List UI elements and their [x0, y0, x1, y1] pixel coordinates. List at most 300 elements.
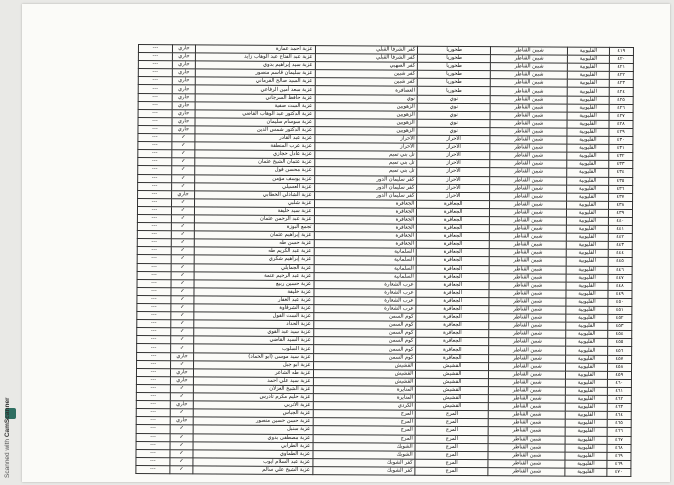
governorate-cell: القليوبية: [567, 120, 608, 128]
village-cell: الأحراز: [315, 135, 418, 144]
status-cell: جاري: [172, 77, 195, 85]
governorate-cell: القليوبية: [566, 266, 607, 274]
dash-cell: ---: [137, 336, 171, 344]
dash-cell: ---: [138, 53, 172, 61]
village-cell: الزهويين: [315, 127, 418, 136]
district-cell: شبين القناطر: [488, 459, 565, 468]
governorate-cell: القليوبية: [566, 290, 607, 298]
village-cell: المنايرة: [313, 386, 416, 395]
row-number-cell: ٤٤٣: [608, 242, 632, 250]
row-number-cell: ٤٣٠: [609, 136, 633, 144]
local-unit-cell: القشيش: [416, 394, 489, 403]
status-cell: ✓: [171, 207, 194, 215]
status-cell: جاري: [172, 109, 195, 117]
dash-cell: ---: [136, 433, 170, 441]
village-cell: الجعافرة: [314, 232, 417, 241]
dash-cell: ---: [136, 376, 170, 384]
governorate-cell: القليوبية: [568, 47, 609, 55]
village-cell: الجعافرة: [314, 207, 417, 216]
district-cell: شبين القناطر: [489, 249, 566, 258]
governorate-cell: القليوبية: [565, 436, 606, 444]
governorate-cell: القليوبية: [567, 233, 608, 241]
estate-name-cell: عزبة الدكتور شمس الدين: [195, 126, 315, 135]
row-number-cell: ٤٦٦: [607, 428, 631, 436]
local-unit-cell: القشيش: [416, 378, 489, 387]
governorate-cell: القليوبية: [566, 298, 607, 306]
dash-cell: ---: [137, 352, 171, 360]
row-number-cell: ٤٣١: [608, 145, 632, 153]
governorate-cell: القليوبية: [566, 330, 607, 338]
village-cell: المنايرة: [313, 394, 416, 403]
row-number-cell: ٤٤٨: [608, 282, 632, 290]
dash-cell: ---: [137, 206, 171, 214]
local-unit-cell: الجعافرة: [416, 321, 489, 330]
dash-cell: ---: [137, 295, 171, 303]
row-number-cell: ٤٦٨: [607, 444, 631, 452]
district-cell: شبين القناطر: [489, 354, 566, 363]
governorate-cell: القليوبية: [566, 355, 607, 363]
status-cell: ✓: [171, 328, 194, 336]
district-cell: شبين القناطر: [489, 273, 566, 282]
status-cell: ✓: [170, 385, 193, 393]
row-number-cell: ٤٣٤: [608, 169, 632, 177]
row-number-cell: ٤٦٩: [607, 460, 631, 468]
row-number-cell: ٤٤٥: [608, 258, 632, 266]
estate-name-cell: عزبة سوسام سليمان: [195, 118, 315, 127]
governorate-cell: القليوبية: [566, 371, 607, 379]
dash-cell: ---: [138, 61, 172, 69]
dash-cell: ---: [138, 150, 172, 158]
dash-cell: ---: [136, 457, 170, 465]
district-cell: شبين القناطر: [491, 47, 568, 56]
governorate-cell: القليوبية: [567, 104, 608, 112]
local-unit-cell: الأحراز: [417, 184, 490, 193]
estate-name-cell: عزبة الجمايلي: [194, 263, 314, 272]
dash-cell: ---: [136, 384, 170, 392]
local-unit-cell: القشيش: [416, 362, 489, 371]
local-unit-cell: الجعافرة: [417, 208, 490, 217]
row-number-cell: ٤٢٨: [609, 120, 633, 128]
village-cell: المرج: [313, 410, 416, 419]
status-cell: ✓: [171, 174, 194, 182]
row-number-cell: ٤٤٢: [608, 234, 632, 242]
status-cell: ✓: [171, 279, 194, 287]
estate-name-cell: عزبة الطرابي: [193, 441, 313, 450]
scanned-page: [22, 4, 670, 482]
district-cell: شبين القناطر: [489, 265, 566, 274]
district-cell: شبين القناطر: [488, 427, 565, 436]
village-cell: تل بني تميم: [314, 159, 417, 168]
dash-cell: ---: [137, 239, 171, 247]
camscanner-label: [4, 397, 11, 478]
status-cell: ✓: [171, 231, 194, 239]
row-number-cell: ٤٦١: [607, 387, 631, 395]
governorate-cell: القليوبية: [567, 258, 608, 266]
district-cell: شبين القناطر: [490, 79, 567, 88]
estate-name-cell: عزبة سعد أمين الرفاعي: [195, 85, 315, 94]
governorate-cell: القليوبية: [567, 160, 608, 168]
estate-name-cell: عزبة الدكتور عبد الوهاب القاضي: [195, 110, 315, 119]
row-number-cell: ٤٣٣: [608, 161, 632, 169]
estate-name-cell: عزبة العسيلي: [195, 182, 315, 191]
estate-name-cell: عزبة الحداد: [194, 320, 314, 329]
row-number-cell: ٤٦٩: [607, 452, 631, 460]
row-number-cell: ٤٥١: [607, 306, 631, 314]
village-cell: كفر الصهبي: [315, 62, 418, 71]
row-number-cell: ٤٢٠: [609, 55, 633, 63]
estate-name-cell: عزبة سيد علي أحمد: [194, 377, 314, 386]
district-cell: شبين القناطر: [489, 378, 566, 387]
village-cell: كفر الشوبك: [313, 458, 416, 467]
row-number-cell: ٤٦٢: [607, 395, 631, 403]
district-cell: شبين القناطر: [490, 111, 567, 120]
governorate-cell: القليوبية: [566, 403, 607, 411]
row-number-cell: ٤٤٤: [608, 250, 632, 258]
local-unit-cell: الأحراز: [417, 143, 490, 152]
governorate-cell: القليوبية: [566, 322, 607, 330]
status-cell: جاري: [172, 53, 195, 61]
governorate-cell: القليوبية: [565, 452, 606, 460]
row-number-cell: ٤٤٩: [608, 290, 632, 298]
district-cell: شبين القناطر: [488, 451, 565, 460]
status-cell: ✓: [172, 158, 195, 166]
local-unit-cell: المرج: [415, 459, 488, 468]
village-cell: السلمانية: [314, 256, 417, 265]
governorate-cell: القليوبية: [566, 395, 607, 403]
status-cell: جاري: [172, 69, 195, 77]
row-number-cell: ٤٣٧: [608, 193, 632, 201]
district-cell: شبين القناطر: [490, 176, 567, 185]
table-row: [136, 465, 631, 476]
local-unit-cell: طحوريا: [418, 70, 491, 79]
local-unit-cell: المرج: [415, 419, 488, 428]
governorate-cell: القليوبية: [567, 193, 608, 201]
district-cell: شبين القناطر: [490, 209, 567, 218]
district-cell: شبين القناطر: [490, 200, 567, 209]
status-cell: ✓: [171, 304, 194, 312]
dash-cell: ---: [137, 320, 171, 328]
local-unit-cell: القشيش: [415, 402, 488, 411]
row-number-cell: ٤٥٠: [608, 298, 632, 306]
village-cell: كوم السمن: [313, 337, 416, 346]
status-cell: ✓: [170, 344, 193, 352]
village-cell: السلمانية: [314, 272, 417, 281]
village-cell: الجعافرة: [314, 224, 417, 233]
estate-name-cell: عزبة عثمان الشيخ عثمان: [195, 158, 315, 167]
estate-name-cell: عزبة طه الشاعر: [194, 369, 314, 378]
district-cell: شبين القناطر: [490, 168, 567, 177]
row-number-cell: ٤١٩: [609, 47, 633, 55]
district-cell: شبين القناطر: [488, 411, 565, 420]
village-cell: كوم السمن: [313, 345, 416, 354]
district-cell: شبين القناطر: [489, 338, 566, 347]
local-unit-cell: الجعافرة: [417, 232, 490, 241]
status-cell: جاري: [170, 417, 193, 425]
row-number-cell: ٤٥٥: [607, 339, 631, 347]
governorate-cell: القليوبية: [567, 152, 608, 160]
local-unit-cell: الأحراز: [417, 135, 490, 144]
estate-name-cell: عزبة سيد خليفة: [195, 207, 315, 216]
status-cell: جاري: [172, 101, 195, 109]
camscanner-watermark: [2, 397, 18, 478]
governorate-cell: القليوبية: [567, 249, 608, 257]
village-cell: كفر سليمان الدور: [314, 183, 417, 192]
row-number-cell: ٤٢٥: [609, 96, 633, 104]
estate-name-cell: عزبة حليم مكرم تادرس: [193, 393, 313, 402]
district-cell: شبين القناطر: [489, 233, 566, 242]
governorate-cell: القليوبية: [566, 428, 607, 436]
dash-cell: ---: [138, 125, 172, 133]
governorate-cell: القليوبية: [566, 306, 607, 314]
village-cell: القشيش: [313, 361, 416, 370]
local-unit-cell: الجعافرة: [416, 313, 489, 322]
row-number-cell: ٤٤١: [608, 225, 632, 233]
row-number-cell: ٤٦٥: [607, 420, 631, 428]
estate-name-cell: عزبة عادل حجازي: [195, 150, 315, 159]
governorate-cell: القليوبية: [568, 88, 609, 96]
governorate-cell: القليوبية: [568, 80, 609, 88]
governorate-cell: القليوبية: [567, 177, 608, 185]
status-cell: ✓: [171, 198, 194, 206]
estate-name-cell: عزبة سيد عبد القوي: [194, 328, 314, 337]
dash-cell: ---: [136, 425, 170, 433]
local-unit-cell: الجعافرة: [416, 289, 489, 298]
village-cell: المرج: [313, 418, 416, 427]
district-cell: شبين القناطر: [490, 184, 567, 193]
dash-cell: ---: [136, 417, 170, 425]
governorate-cell: القليوبية: [566, 387, 607, 395]
district-cell: شبين القناطر: [488, 435, 565, 444]
estate-name-cell: عزبة سليمان قاسم منصور: [195, 69, 315, 78]
local-unit-cell: الجعافرة: [416, 305, 489, 314]
status-cell: ✓: [171, 182, 194, 190]
dash-cell: ---: [138, 109, 172, 117]
dash-cell: ---: [138, 182, 172, 190]
local-unit-cell: الجعافرة: [416, 346, 489, 355]
dash-cell: ---: [137, 263, 171, 271]
dash-cell: ---: [137, 328, 171, 336]
village-cell: كفر الشوبك: [312, 466, 415, 475]
district-cell: شبين القناطر: [489, 257, 566, 266]
local-unit-cell: المرج: [415, 435, 488, 444]
status-cell: ✓: [170, 457, 193, 465]
estate-name-cell: عزبة أبو جبل: [194, 361, 314, 370]
status-cell: جاري: [172, 93, 195, 101]
dash-cell: ---: [138, 117, 172, 125]
estate-name-cell: عزبة عبد الكريم طه: [194, 247, 314, 256]
district-cell: شبين القناطر: [490, 87, 567, 96]
row-number-cell: ٤٣٥: [608, 177, 632, 185]
village-cell: القشيش: [313, 369, 416, 378]
local-unit-cell: الأحراز: [417, 176, 490, 185]
dash-cell: ---: [138, 77, 172, 85]
status-cell: ✓: [171, 247, 194, 255]
status-cell: ✓: [171, 239, 194, 247]
district-cell: شبين القناطر: [490, 192, 567, 201]
local-unit-cell: الجعافرة: [416, 354, 489, 363]
estate-name-cell: عزبة السيد صالح الفرماني: [195, 77, 315, 86]
district-cell: شبين القناطر: [490, 95, 567, 104]
governorate-cell: القليوبية: [568, 63, 609, 71]
local-unit-cell: الأحراز: [417, 160, 490, 169]
local-unit-cell: الجعافرة: [417, 216, 490, 225]
village-cell: الكردي: [313, 402, 416, 411]
local-unit-cell: الجعافرة: [416, 273, 489, 282]
estate-name-cell: عزبة السيد القاضي: [194, 336, 314, 345]
estate-name-cell: عزبة سيد إبراهيم بدوي: [195, 61, 315, 70]
estate-name-cell: تجمع البوزة: [194, 223, 314, 232]
estate-name-cell: عزبة شلبي: [195, 199, 315, 208]
dash-cell: ---: [136, 401, 170, 409]
local-unit-cell: نوي: [417, 95, 490, 104]
estate-name-cell: عزبة حسن طه: [194, 239, 314, 248]
village-cell: الجعافرة: [314, 216, 417, 225]
village-cell: الزهويين: [315, 118, 418, 127]
estate-name-cell: عزبة الشرقاوة: [194, 304, 314, 313]
governorate-cell: القليوبية: [566, 363, 607, 371]
district-cell: شبين القناطر: [489, 346, 566, 355]
local-unit-cell: طحوريا: [417, 87, 490, 96]
estate-name-cell: عزبة عبد الرحيم عتمة: [194, 271, 314, 280]
village-cell: الزهويين: [315, 102, 418, 111]
row-number-cell: ٤٦٤: [607, 412, 631, 420]
status-cell: ✓: [170, 409, 193, 417]
governorate-cell: القليوبية: [567, 112, 608, 120]
status-cell: ✓: [170, 466, 193, 474]
district-cell: شبين القناطر: [489, 322, 566, 331]
village-cell: الجعافرة: [314, 199, 417, 208]
scanned-with-text: Scanned with: [4, 438, 11, 478]
status-cell: جاري: [172, 45, 195, 53]
row-number-cell: ٤٤٠: [608, 217, 632, 225]
local-unit-cell: طحوريا: [417, 79, 490, 88]
status-cell: جاري: [172, 85, 195, 93]
local-unit-cell: الجعافرة: [416, 338, 489, 347]
village-cell: كفر الشرفا القبلي: [315, 54, 418, 63]
row-number-cell: ٤٢١: [609, 64, 633, 72]
villages-table: [135, 44, 634, 477]
village-cell: الزهويين: [315, 110, 418, 119]
local-unit-cell: المرج: [415, 443, 488, 452]
status-cell: ✓: [171, 312, 194, 320]
village-cell: كفر سليمان الدور: [314, 191, 417, 200]
governorate-cell: القليوبية: [568, 55, 609, 63]
dash-cell: ---: [137, 223, 171, 231]
district-cell: شبين القناطر: [491, 63, 568, 72]
district-cell: شبين القناطر: [489, 370, 566, 379]
district-cell: شبين القناطر: [490, 152, 567, 161]
district-cell: شبين القناطر: [489, 395, 566, 404]
village-cell: العصافرة: [315, 86, 418, 95]
estate-name-cell: عزبة الطماوي: [193, 450, 313, 459]
estate-name-cell: عزبة الشيخ الغزلان: [193, 385, 313, 394]
row-number-cell: ٤٢٤: [609, 88, 633, 96]
local-unit-cell: المرج: [415, 410, 488, 419]
district-cell: شبين القناطر: [488, 468, 565, 477]
row-number-cell: ٤٢٧: [609, 112, 633, 120]
dash-cell: ---: [137, 344, 171, 352]
status-cell: ✓: [172, 150, 195, 158]
local-unit-cell: الأحراز: [417, 168, 490, 177]
row-number-cell: ٤٤٦: [608, 266, 632, 274]
village-cell: تل بني تميم: [314, 167, 417, 176]
governorate-cell: القليوبية: [567, 201, 608, 209]
status-cell: ✓: [171, 271, 194, 279]
village-cell: كفر سليمان الدور: [314, 175, 417, 184]
village-cell: عرب الشعارة: [314, 288, 417, 297]
district-cell: شبين القناطر: [490, 128, 567, 137]
estate-name-cell: عزبة إبراهيم عثمان: [194, 231, 314, 240]
district-cell: شبين القناطر: [490, 144, 567, 153]
local-unit-cell: الأحراز: [417, 192, 490, 201]
governorate-cell: القليوبية: [567, 144, 608, 152]
village-cell: الشوبك: [313, 450, 416, 459]
estate-name-cell: عزبة الجباس: [193, 409, 313, 418]
dash-cell: ---: [138, 174, 172, 182]
governorate-cell: القليوبية: [567, 209, 608, 217]
estate-name-cell: عزبة سنبل: [193, 425, 313, 434]
dash-cell: ---: [138, 166, 172, 174]
local-unit-cell: القشيش: [416, 386, 489, 395]
local-unit-cell: طحوريا: [418, 62, 491, 71]
estate-name-cell: عزبة الشيخ علي سالم: [193, 466, 313, 475]
local-unit-cell: نوي: [417, 119, 490, 128]
status-cell: ✓: [171, 263, 194, 271]
row-number-cell: ٤٦٠: [607, 379, 631, 387]
dash-cell: ---: [138, 69, 172, 77]
estate-name-cell: عزبة الشاذلي الخطابي: [195, 191, 315, 200]
dash-cell: ---: [138, 158, 172, 166]
district-cell: شبين القناطر: [488, 419, 565, 428]
village-cell: المرج: [313, 434, 416, 443]
dash-cell: ---: [138, 93, 172, 101]
district-cell: شبين القناطر: [489, 281, 566, 290]
dash-cell: ---: [137, 303, 171, 311]
local-unit-cell: نوي: [417, 111, 490, 120]
row-number-cell: ٤٦٧: [607, 436, 631, 444]
district-cell: شبين القناطر: [491, 55, 568, 64]
district-cell: شبين القناطر: [490, 160, 567, 169]
villages-table-body: [136, 45, 634, 477]
dash-cell: ---: [138, 45, 172, 53]
status-cell: ✓: [172, 142, 195, 150]
camscanner-brand-text: CamScanner: [4, 397, 11, 438]
estate-name-cell: عزبة أحمد عمارة: [196, 45, 316, 54]
estate-name-cell: عزبة مصطفى بدوي: [193, 433, 313, 442]
district-cell: شبين القناطر: [489, 330, 566, 339]
estate-name-cell: عزبة عبد الفتاح عبد الوهاب زايد: [196, 53, 316, 62]
row-number-cell: ٤٥٩: [607, 371, 631, 379]
row-number-cell: ٤٥٣: [607, 323, 631, 331]
governorate-cell: القليوبية: [567, 225, 608, 233]
district-cell: شبين القناطر: [489, 387, 566, 396]
district-cell: شبين القناطر: [489, 298, 566, 307]
village-cell: كوم السمن: [313, 329, 416, 338]
row-number-cell: ٤٥٧: [607, 355, 631, 363]
status-cell: ✓: [171, 336, 194, 344]
status-cell: ✓: [170, 433, 193, 441]
village-cell: كفر الشرفا القبلي: [315, 46, 418, 55]
row-number-cell: ٤٤٧: [608, 274, 632, 282]
estate-name-cell: عزبة يوسف مؤمن: [195, 174, 315, 183]
status-cell: ✓: [170, 425, 193, 433]
governorate-cell: القليوبية: [567, 136, 608, 144]
row-number-cell: ٤٢٦: [609, 104, 633, 112]
status-cell: ✓: [171, 223, 194, 231]
status-cell: ✓: [172, 166, 195, 174]
village-cell: تل بني تميم: [314, 151, 417, 160]
estate-name-cell: عزبة عبد السلام أيوب: [193, 458, 313, 467]
